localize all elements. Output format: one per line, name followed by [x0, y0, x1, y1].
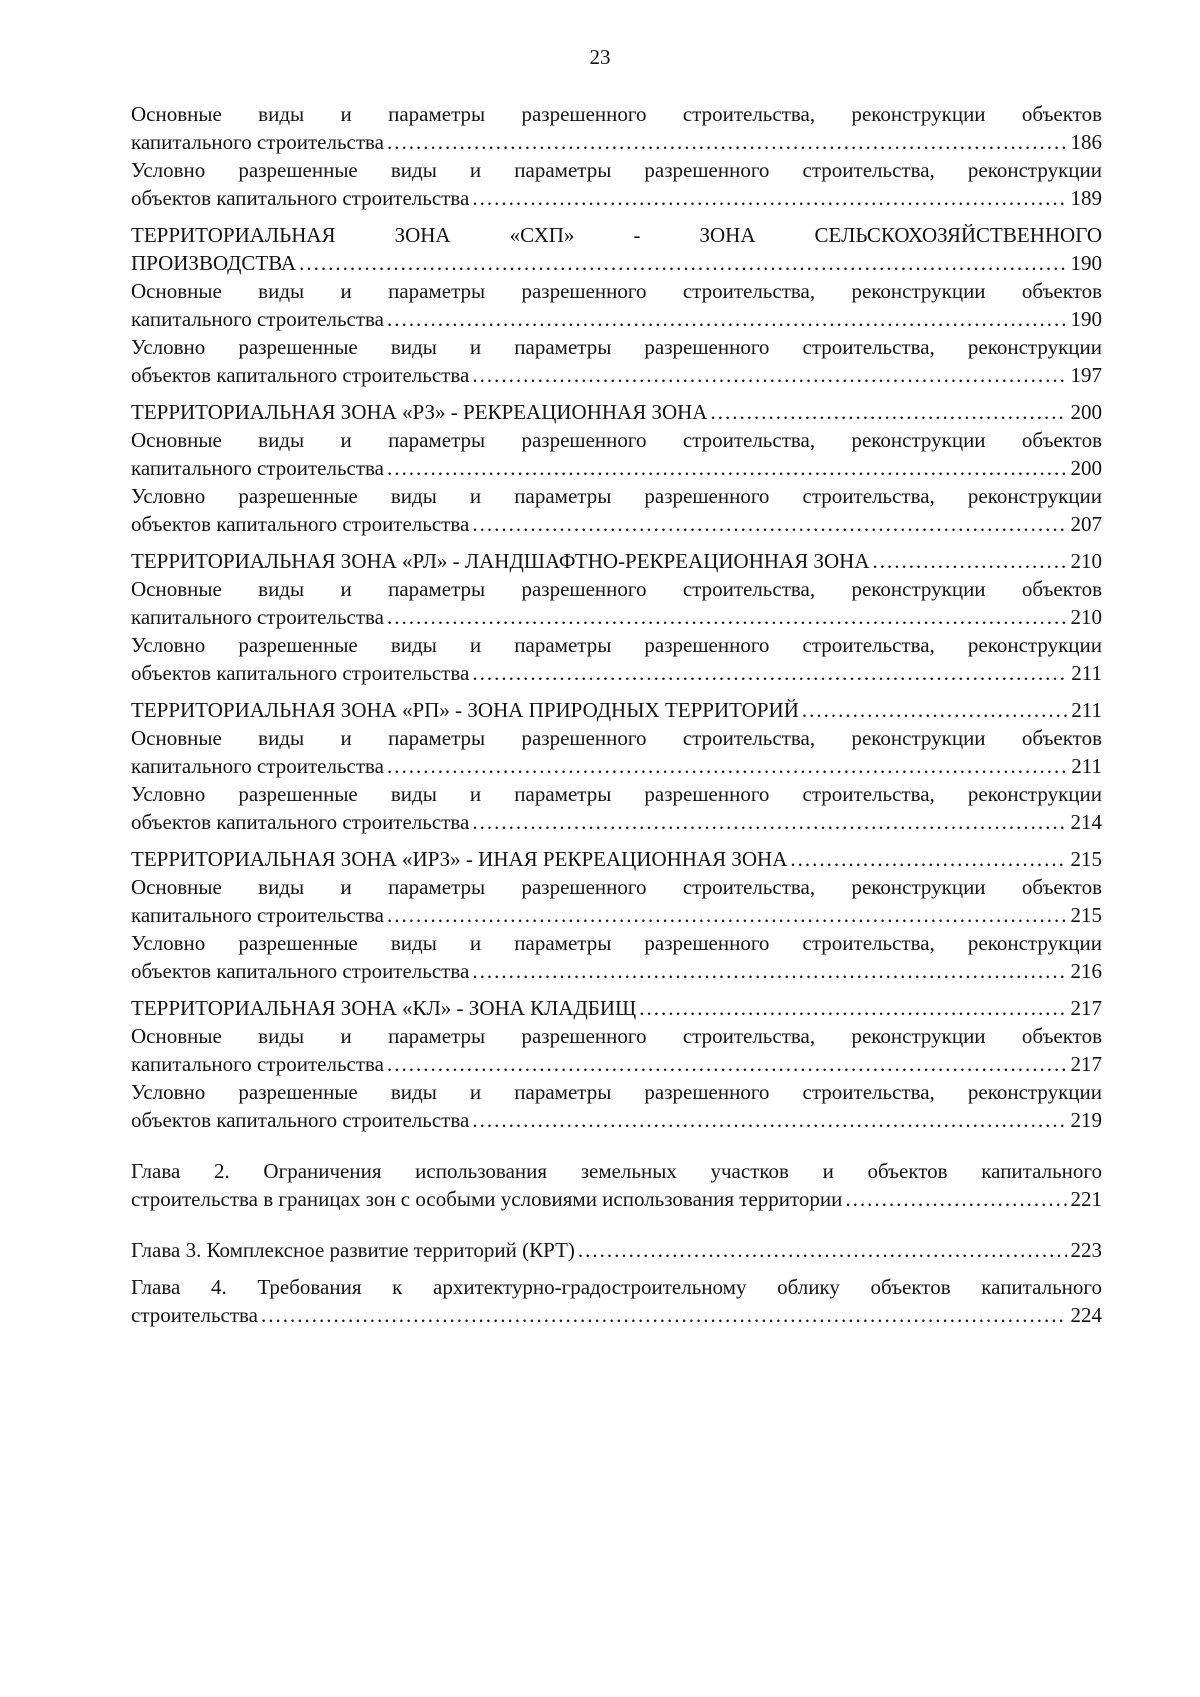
dot-leader	[472, 957, 1066, 985]
dot-leader	[472, 808, 1066, 836]
toc-entry-leader-line	[131, 659, 1102, 687]
toc-chapter-entry[interactable]	[131, 1236, 1102, 1264]
toc-entry-title-end: Глава 3. Комплексное развитие территорий (КРТ)	[131, 1238, 575, 1262]
toc-entry-title-end: ТЕРРИТОРИАЛЬНАЯ ЗОНА «РЛ» - ЛАНДШАФТНО-РЕКРЕАЦИОННАЯ ЗОНА	[131, 549, 870, 573]
toc-subsection-entry[interactable]	[131, 482, 1102, 538]
toc-zone-entry[interactable]	[131, 221, 1102, 277]
dot-leader	[578, 1236, 1067, 1264]
toc-entry-title-line: Основные виды и параметры разрешенного строительства, реконструкции объектов	[131, 577, 1102, 601]
toc-entry-title-line: Условно разрешенные виды и параметры разрешенного строительства, реконструкции	[131, 1080, 1102, 1104]
toc-subsection-entry[interactable]	[131, 1022, 1102, 1078]
toc-page-number: 217	[1070, 996, 1102, 1020]
toc-chapter-entry[interactable]	[131, 1273, 1102, 1329]
toc-page-number: 186	[1070, 130, 1102, 154]
toc-page-number: 200	[1070, 400, 1102, 424]
toc-entry-title-end: ПРОИЗВОДСТВА	[131, 251, 297, 275]
toc-page-number: 200	[1070, 456, 1102, 480]
toc-entry-title-line: ТЕРРИТОРИАЛЬНАЯ ЗОНА «СХП» - ЗОНА СЕЛЬСКОХОЗЯЙСТВЕННОГО	[131, 223, 1102, 247]
toc-subsection-entry[interactable]	[131, 156, 1102, 212]
toc-zone-entry[interactable]	[131, 398, 1102, 426]
toc-entry-leader-line	[131, 901, 1102, 929]
toc-entry-leader-line	[131, 845, 1102, 873]
toc-chapter-entry[interactable]	[131, 1157, 1102, 1213]
toc-entry-title-line: Основные виды и параметры разрешенного строительства, реконструкции объектов	[131, 1024, 1102, 1048]
toc-entry-leader-line	[131, 249, 1102, 277]
toc-page-number: 189	[1070, 186, 1102, 210]
dot-leader	[472, 659, 1067, 687]
toc-entry-title-end: капитального строительства	[131, 456, 384, 480]
toc-page-number: 215	[1070, 903, 1102, 927]
dot-leader	[710, 398, 1066, 426]
toc-entry-title-end: объектов капитального строительства	[131, 959, 470, 983]
toc-page-number: 211	[1071, 661, 1102, 685]
toc-entry-leader-line	[131, 305, 1102, 333]
dot-leader	[387, 752, 1067, 780]
toc-entry-title-end: капитального строительства	[131, 754, 384, 778]
toc-zone-entry[interactable]	[131, 994, 1102, 1022]
toc-entry-leader-line	[131, 994, 1102, 1022]
toc-entry-leader-line	[131, 1185, 1102, 1213]
toc-entry-title-line: Глава 2. Ограничения использования земельных участков и объектов капитального	[131, 1159, 1102, 1183]
toc-entry-title-line: Основные виды и параметры разрешенного строительства, реконструкции объектов	[131, 102, 1102, 126]
toc-entry-leader-line	[131, 808, 1102, 836]
dot-leader	[387, 603, 1067, 631]
toc-page-number: 197	[1070, 363, 1102, 387]
toc-entry-title-line: Основные виды и параметры разрешенного строительства, реконструкции объектов	[131, 875, 1102, 899]
toc-page-number: 210	[1070, 549, 1102, 573]
toc-entry-leader-line	[131, 128, 1102, 156]
toc-page-number: 214	[1070, 810, 1102, 834]
toc-entry-leader-line	[131, 1050, 1102, 1078]
dot-leader	[873, 547, 1067, 575]
toc-subsection-entry[interactable]	[131, 873, 1102, 929]
toc-subsection-entry[interactable]	[131, 100, 1102, 156]
toc-entry-leader-line	[131, 696, 1102, 724]
toc-page-number: 219	[1070, 1108, 1102, 1132]
toc-entry-title-end: объектов капитального строительства	[131, 512, 470, 536]
toc-entry-title-end: капитального строительства	[131, 130, 384, 154]
toc-page-number: 223	[1070, 1238, 1102, 1262]
toc-subsection-entry[interactable]	[131, 426, 1102, 482]
toc-entry-leader-line	[131, 547, 1102, 575]
toc-zone-entry[interactable]	[131, 547, 1102, 575]
dot-leader	[790, 845, 1066, 873]
toc-entry-title-end: ТЕРРИТОРИАЛЬНАЯ ЗОНА «КЛ» - ЗОНА КЛАДБИЩ	[131, 996, 637, 1020]
toc-page-number: 224	[1070, 1303, 1102, 1327]
table-of-contents	[131, 100, 1102, 1329]
toc-entry-title-end: капитального строительства	[131, 1052, 384, 1076]
toc-entry-title-end: строительства в границах зон с особыми условиями использования территории	[131, 1187, 843, 1211]
toc-entry-leader-line	[131, 603, 1102, 631]
toc-subsection-entry[interactable]	[131, 1078, 1102, 1134]
toc-subsection-entry[interactable]	[131, 333, 1102, 389]
dot-leader	[472, 184, 1066, 212]
toc-entry-leader-line	[131, 184, 1102, 212]
toc-entry-leader-line	[131, 957, 1102, 985]
toc-entry-leader-line	[131, 752, 1102, 780]
toc-entry-title-end: объектов капитального строительства	[131, 1108, 470, 1132]
dot-leader	[639, 994, 1066, 1022]
toc-entry-title-end: капитального строительства	[131, 605, 384, 629]
toc-entry-title-end: капитального строительства	[131, 903, 384, 927]
toc-entry-leader-line	[131, 361, 1102, 389]
toc-entry-title-line: Условно разрешенные виды и параметры разрешенного строительства, реконструкции	[131, 158, 1102, 182]
toc-subsection-entry[interactable]	[131, 575, 1102, 631]
dot-leader	[387, 305, 1067, 333]
toc-page-number: 215	[1070, 847, 1102, 871]
toc-entry-title-end: ТЕРРИТОРИАЛЬНАЯ ЗОНА «РЗ» - РЕКРЕАЦИОННАЯ ЗОНА	[131, 400, 708, 424]
toc-entry-title-end: ТЕРРИТОРИАЛЬНАЯ ЗОНА «РП» - ЗОНА ПРИРОДНЫХ ТЕРРИТОРИЙ	[131, 698, 799, 722]
toc-entry-title-line: Условно разрешенные виды и параметры разрешенного строительства, реконструкции	[131, 633, 1102, 657]
toc-entry-title-end: объектов капитального строительства	[131, 363, 470, 387]
toc-entry-title-end: объектов капитального строительства	[131, 186, 470, 210]
toc-entry-title-end: объектов капитального строительства	[131, 661, 470, 685]
dot-leader	[387, 1050, 1067, 1078]
dot-leader	[802, 696, 1067, 724]
dot-leader	[472, 510, 1066, 538]
toc-entry-leader-line	[131, 398, 1102, 426]
toc-entry-leader-line	[131, 1236, 1102, 1264]
toc-page-number: 190	[1070, 307, 1102, 331]
toc-page-number: 190	[1070, 251, 1102, 275]
dot-leader	[387, 901, 1067, 929]
dot-leader	[472, 1106, 1066, 1134]
toc-page-number: 210	[1070, 605, 1102, 629]
toc-entry-title-end: объектов капитального строительства	[131, 810, 470, 834]
toc-zone-entry[interactable]	[131, 696, 1102, 724]
toc-entry-leader-line	[131, 1301, 1102, 1329]
toc-entry-title-end: строительства	[131, 1303, 259, 1327]
toc-subsection-entry[interactable]	[131, 631, 1102, 687]
toc-zone-entry[interactable]	[131, 845, 1102, 873]
toc-subsection-entry[interactable]	[131, 724, 1102, 780]
dot-leader	[387, 128, 1067, 156]
toc-entry-title-line: Условно разрешенные виды и параметры разрешенного строительства, реконструкции	[131, 782, 1102, 806]
dot-leader	[261, 1301, 1066, 1329]
toc-entry-title-line: Основные виды и параметры разрешенного строительства, реконструкции объектов	[131, 279, 1102, 303]
toc-entry-title-line: Основные виды и параметры разрешенного строительства, реконструкции объектов	[131, 726, 1102, 750]
toc-entry-title-line: Основные виды и параметры разрешенного строительства, реконструкции объектов	[131, 428, 1102, 452]
toc-entry-leader-line	[131, 1106, 1102, 1134]
toc-page-number: 207	[1070, 512, 1102, 536]
dot-leader	[472, 361, 1066, 389]
toc-page-number: 211	[1071, 754, 1102, 778]
dot-leader	[299, 249, 1066, 277]
dot-leader	[845, 1185, 1066, 1213]
toc-subsection-entry[interactable]	[131, 277, 1102, 333]
toc-page-number: 217	[1070, 1052, 1102, 1076]
toc-page-number: 221	[1070, 1187, 1102, 1211]
toc-page-number: 211	[1071, 698, 1102, 722]
toc-entry-title-line: Глава 4. Требования к архитектурно-градостроительному облику объектов капитального	[131, 1275, 1102, 1299]
toc-entry-title-end: ТЕРРИТОРИАЛЬНАЯ ЗОНА «ИРЗ» - ИНАЯ РЕКРЕАЦИОННАЯ ЗОНА	[131, 847, 788, 871]
toc-entry-title-line: Условно разрешенные виды и параметры разрешенного строительства, реконструкции	[131, 931, 1102, 955]
dot-leader	[387, 454, 1067, 482]
toc-entry-title-line: Условно разрешенные виды и параметры разрешенного строительства, реконструкции	[131, 484, 1102, 508]
toc-entry-title-line: Условно разрешенные виды и параметры разрешенного строительства, реконструкции	[131, 335, 1102, 359]
toc-entry-title-end: капитального строительства	[131, 307, 384, 331]
toc-subsection-entry[interactable]	[131, 929, 1102, 985]
page-number: 23	[589, 45, 611, 69]
toc-entry-leader-line	[131, 510, 1102, 538]
toc-page-number: 216	[1070, 959, 1102, 983]
toc-subsection-entry[interactable]	[131, 780, 1102, 836]
toc-entry-leader-line	[131, 454, 1102, 482]
